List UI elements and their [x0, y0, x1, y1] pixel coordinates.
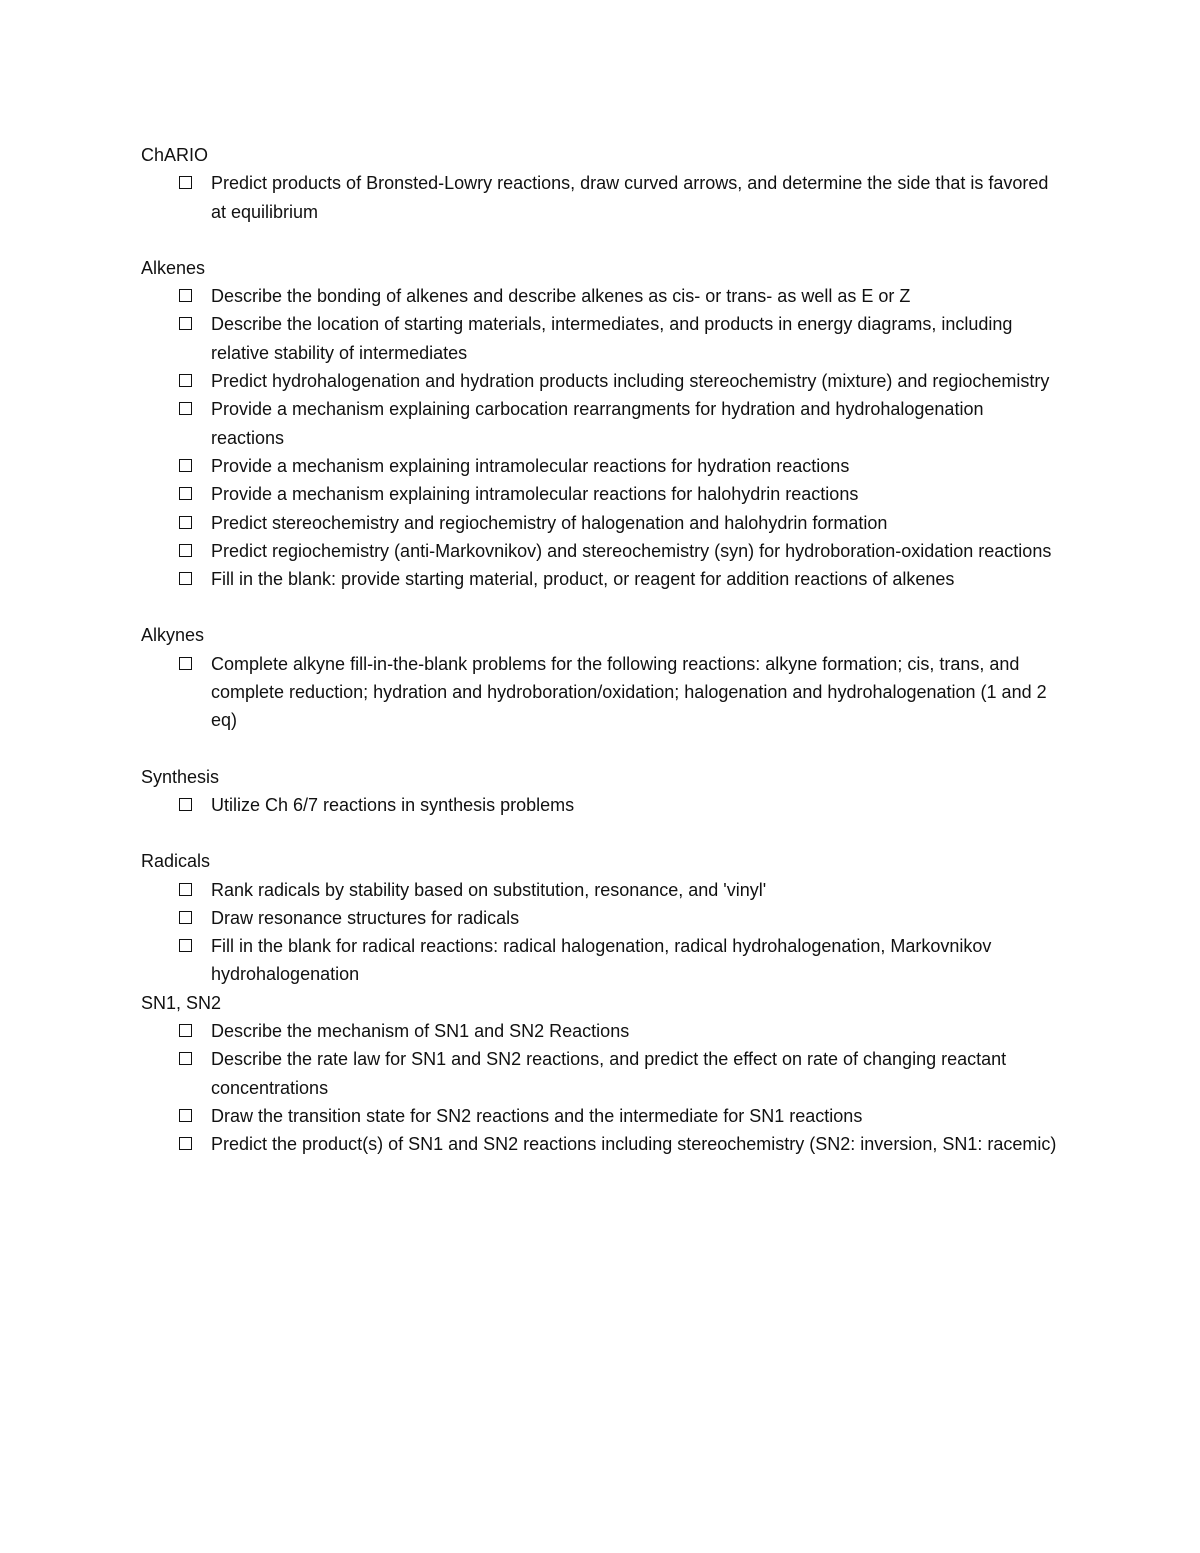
checkbox-icon[interactable] [179, 544, 192, 557]
checkbox-icon[interactable] [179, 1052, 192, 1065]
checklist-item: Complete alkyne fill-in-the-blank problems for the following reactions: alkyne formation; cis, trans, and complete reduction; hydration and hydroboration/oxidation; halogenation and hydrohalogenation (1 and 2 eq) [141, 650, 1061, 735]
section-title-alkynes: Alkynes [141, 625, 205, 646]
checklist-item: Predict the product(s) of SN1 and SN2 reactions including stereochemistry (SN2: inversion, SN1: racemic) [141, 1130, 1061, 1158]
checkbox-icon[interactable] [179, 176, 192, 189]
section-title-synthesis: Synthesis [141, 766, 220, 787]
checkbox-icon[interactable] [179, 317, 192, 330]
checklist-radicals [141, 876, 1061, 989]
section-synthesis [141, 763, 1061, 820]
section-alkynes [141, 621, 1061, 734]
checklist-synthesis [141, 791, 1061, 819]
section-title-sn1-sn2: SN1, SN2 [141, 992, 222, 1013]
checkbox-icon[interactable] [179, 459, 192, 472]
section-radicals [141, 847, 1061, 988]
checkbox-icon[interactable] [179, 939, 192, 952]
checkbox-icon[interactable] [179, 289, 192, 302]
checklist-item: Draw resonance structures for radicals [141, 904, 1061, 932]
checklist-item: Rank radicals by stability based on substitution, resonance, and 'vinyl' [141, 876, 1061, 904]
checkbox-icon[interactable] [179, 657, 192, 670]
checkbox-icon[interactable] [179, 487, 192, 500]
checklist-chario [141, 169, 1061, 226]
checkbox-icon[interactable] [179, 911, 192, 924]
checklist-item: Provide a mechanism explaining intramolecular reactions for hydration reactions [141, 452, 1061, 480]
checkbox-icon[interactable] [179, 402, 192, 415]
section-alkenes [141, 254, 1061, 594]
checklist-item: Predict products of Bronsted-Lowry reactions, draw curved arrows, and determine the side that is favored at equilibrium [141, 169, 1061, 226]
section-title-radicals: Radicals [141, 851, 211, 872]
checklist-item: Describe the location of starting materials, intermediates, and products in energy diagrams, including relative stability of intermediates [141, 310, 1061, 367]
checkbox-icon[interactable] [179, 1109, 192, 1122]
section-title-chario: ChARIO [141, 145, 209, 165]
checklist-item: Draw the transition state for SN2 reactions and the intermediate for SN1 reactions [141, 1102, 1061, 1130]
checklist-item: Describe the mechanism of SN1 and SN2 Reactions [141, 1017, 1061, 1045]
checklist-alkynes [141, 650, 1061, 735]
checkbox-icon[interactable] [179, 374, 192, 387]
checkbox-icon[interactable] [179, 798, 192, 811]
checklist-item: Predict stereochemistry and regiochemistry of halogenation and halohydrin formation [141, 509, 1061, 537]
section-chario [141, 141, 1061, 226]
checklist-item: Provide a mechanism explaining intramolecular reactions for halohydrin reactions [141, 480, 1061, 508]
checkbox-icon[interactable] [179, 516, 192, 529]
checklist-sn1-sn2 [141, 1017, 1061, 1158]
checklist-alkenes [141, 282, 1061, 593]
section-title-alkenes: Alkenes [141, 257, 206, 278]
checklist-item: Fill in the blank for radical reactions: radical halogenation, radical hydrohalogenation, Markovnikov hydrohalogenation [141, 932, 1061, 989]
checkbox-icon[interactable] [179, 1137, 192, 1150]
checkbox-icon[interactable] [179, 1024, 192, 1037]
document-page [141, 141, 1061, 1159]
checklist-item: Describe the rate law for SN1 and SN2 reactions, and predict the effect on rate of changing reactant concentrations [141, 1045, 1061, 1102]
checklist-item: Predict regiochemistry (anti-Markovnikov) and stereochemistry (syn) for hydroboration-oxidation reactions [141, 537, 1061, 565]
checklist-item: Predict hydrohalogenation and hydration products including stereochemistry (mixture) and regiochemistry [141, 367, 1061, 395]
checklist-item: Provide a mechanism explaining carbocation rearrangments for hydration and hydrohalogenation reactions [141, 395, 1061, 452]
checklist-item: Fill in the blank: provide starting material, product, or reagent for addition reactions of alkenes [141, 565, 1061, 593]
checkbox-icon[interactable] [179, 883, 192, 896]
checklist-item: Utilize Ch 6/7 reactions in synthesis problems [141, 791, 1061, 819]
checkbox-icon[interactable] [179, 572, 192, 585]
section-sn1-sn2 [141, 989, 1061, 1159]
checklist-item: Describe the bonding of alkenes and describe alkenes as cis- or trans- as well as E or Z [141, 282, 1061, 310]
